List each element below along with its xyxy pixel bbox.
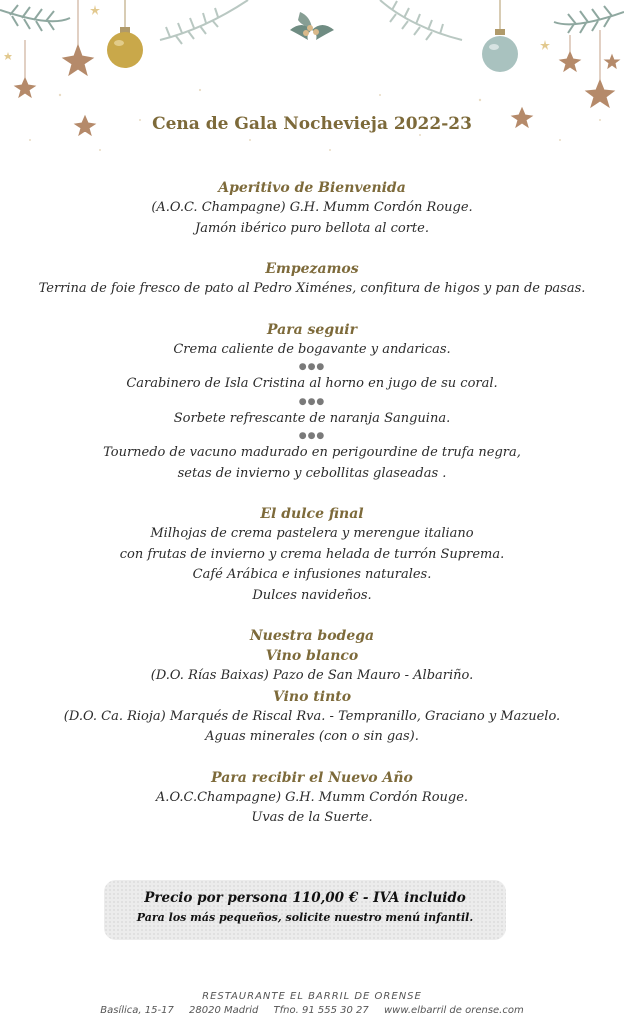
postal-code: 28020 Madrid bbox=[189, 1005, 259, 1016]
menu-line: Tournedo de vacuno madurado en perigourdine de trufa negra, bbox=[103, 445, 521, 460]
separator-dots: ●●● bbox=[298, 431, 326, 441]
section-nuevo-ano bbox=[0, 768, 624, 829]
menu-line: (A.O.C. Champagne) G.H. Mumm Cordón Rouge. bbox=[151, 200, 473, 215]
restaurant-name: RESTAURANTE EL BARRIL DE ORENSE bbox=[202, 991, 422, 1002]
phone: Tfno. 91 555 30 27 bbox=[273, 1005, 369, 1016]
price-per-person: Precio por persona 110,00 € - IVA incluido bbox=[144, 890, 466, 906]
price-box bbox=[104, 880, 506, 940]
menu-line: Sorbete refrescante de naranja Sanguina. bbox=[173, 410, 451, 426]
footer bbox=[0, 990, 624, 1018]
address: Basílica, 15-17 bbox=[100, 1005, 174, 1016]
section-title: Aperitivo de Bienvenida bbox=[218, 180, 406, 196]
section-dulce-final bbox=[0, 504, 624, 606]
section-title: Empezamos bbox=[265, 261, 359, 277]
website-link[interactable]: www.elbarril de orense.com bbox=[383, 1005, 524, 1016]
section-title: Para seguir bbox=[267, 321, 357, 338]
menu-title: Cena de Gala Nochevieja 2022-23 bbox=[152, 114, 472, 134]
menu-line: Café Arábica e infusiones naturales. bbox=[192, 567, 432, 582]
wine-red-title: Vino tinto bbox=[272, 688, 352, 705]
menu-line: Jamón ibérico puro bellota al corte. bbox=[195, 220, 429, 236]
restaurant-contact bbox=[0, 1004, 624, 1018]
christmas-garland-decoration bbox=[0, 0, 624, 170]
section-title: Nuestra bodega bbox=[249, 628, 375, 644]
menu-line: Crema caliente de bogavante y andaricas. bbox=[173, 341, 451, 357]
menu-line: A.O.C.Champagne) G.H. Mumm Cordón Rouge. bbox=[155, 789, 469, 805]
menu-line: Terrina de foie fresco de pato al Pedro Ximénes, confitura de higos y pan de pasas. bbox=[38, 281, 586, 296]
ornament-teal-icon bbox=[482, 0, 518, 72]
section-bodega bbox=[0, 626, 624, 748]
section-aperitivo bbox=[0, 178, 624, 239]
section-para-seguir bbox=[0, 320, 624, 485]
menu-line: (D.O. Ca. Rioja) Marqués de Riscal Rva. - Tempranillo, Graciano y Mazuelo. bbox=[63, 708, 561, 724]
menu-line: Carabinero de Isla Cristina al horno en jugo de su coral. bbox=[126, 376, 498, 391]
menu-line: Uvas de la Suerte. bbox=[251, 810, 373, 825]
menu-line: con frutas de invierno y crema helada de turrón Suprema. bbox=[119, 546, 505, 562]
section-title: Para recibir el Nuevo Año bbox=[211, 769, 413, 786]
kids-menu-note: Para los más pequeños, solicite nuestro menú infantil. bbox=[136, 911, 474, 924]
menu-line: Milhojas de crema pastelera y merengue italiano bbox=[150, 526, 474, 541]
menu-line: Dulces navideños. bbox=[252, 587, 372, 603]
leaf-icon bbox=[0, 5, 70, 31]
menu-line: (D.O. Rías Baixas) Pazo de San Mauro - Albariño. bbox=[150, 668, 474, 683]
section-empezamos bbox=[0, 259, 624, 300]
separator-dots: ●●● bbox=[298, 396, 326, 407]
ornament-gold-icon bbox=[107, 0, 143, 68]
section-title: El dulce final bbox=[260, 506, 364, 522]
wine-white-title: Vino blanco bbox=[265, 648, 359, 664]
separator-dots: ●●● bbox=[298, 362, 326, 372]
menu-line: Aguas minerales (con o sin gas). bbox=[205, 729, 419, 744]
menu-line: setas de invierno y cebollitas glaseadas . bbox=[177, 465, 447, 481]
holly-icon bbox=[290, 12, 334, 40]
menu-body bbox=[0, 178, 624, 849]
